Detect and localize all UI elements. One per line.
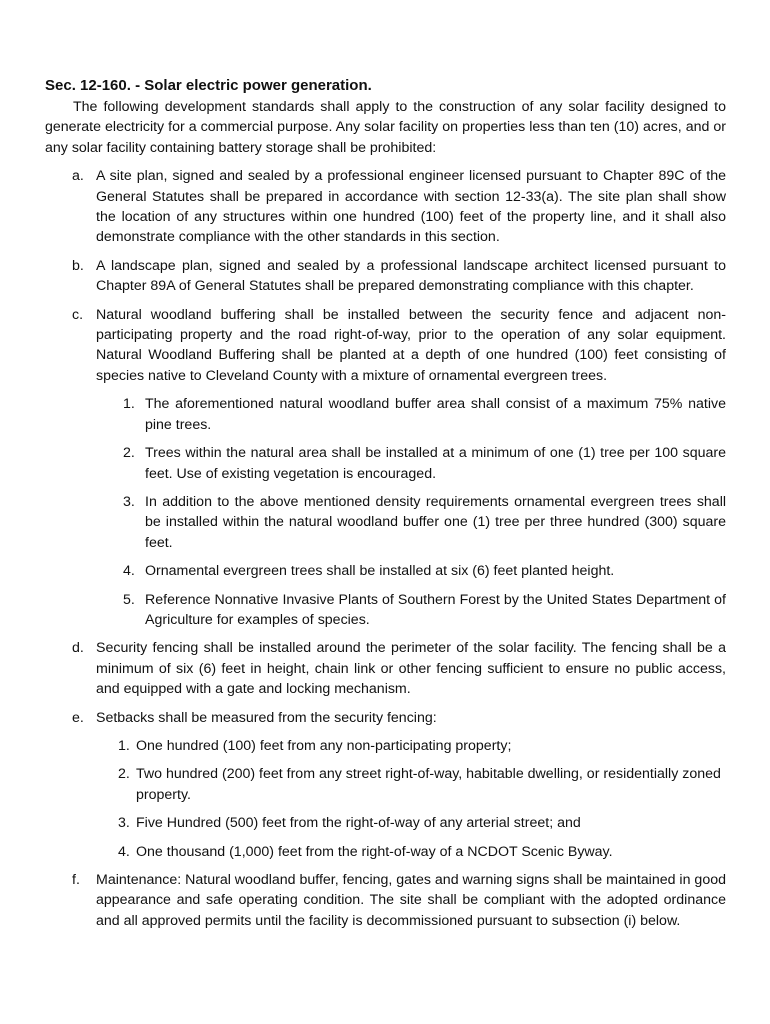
requirements-list	[45, 166, 726, 386]
list-marker: 2.	[123, 445, 135, 462]
list-marker: 1.	[123, 396, 135, 413]
list-marker: d.	[72, 640, 84, 657]
requirements-list-continued	[45, 638, 726, 728]
list-marker: f.	[72, 872, 80, 888]
list-item-text: Ornamental evergreen trees shall be installed at six (6) feet planted height.	[145, 563, 615, 580]
list-item-text: One thousand (1,000) feet from the right-of-way of a NCDOT Scenic Byway.	[136, 843, 613, 860]
list-marker: 3.	[123, 493, 135, 510]
list-item	[45, 813, 726, 833]
list-item	[45, 561, 726, 581]
list-item	[45, 764, 726, 805]
list-item	[45, 590, 726, 631]
requirements-list-final	[45, 870, 726, 931]
list-marker: 1.	[118, 737, 130, 754]
section-intro: The following development standards shall apply to the construction of any solar facility designed to generate electricity for a commercial purpose. Any solar facility on properties less than ten (10) acres, and or any solar facility containing battery storage shall be prohibited:	[45, 99, 726, 156]
list-marker: 4.	[118, 843, 130, 860]
list-item-text: Trees within the natural area shall be installed at a minimum of one (1) tree per 100 square feet. Use of existing vegetation is encouraged.	[145, 445, 726, 482]
list-item-text: The aforementioned natural woodland buffer area shall consist of a maximum 75% native pine trees.	[145, 396, 726, 433]
list-item	[45, 842, 726, 862]
requirement-text: A site plan, signed and sealed by a professional engineer licensed pursuant to Chapter 89C of the General Statutes shall be prepared in accordance with section 12-33(a). The site plan shall show the location of any structures within one hundred (100) feet of the property line, and it shall also demonstrate compliance with the other standards in this section.	[96, 168, 726, 246]
list-item	[45, 394, 726, 435]
list-item	[45, 443, 726, 484]
list-item-text: Reference Nonnative Invasive Plants of Southern Forest by the United States Department of Agriculture for examples of species.	[145, 591, 726, 628]
list-marker: 4.	[123, 563, 135, 580]
list-marker: 3.	[118, 815, 130, 832]
requirement-text: Natural woodland buffering shall be installed between the security fence and adjacent non-participating property and the road right-of-way, prior to the operation of any solar equipment. Natural Woodland Buffering shall be planted at a depth of one hundred (100) feet consisting of species native to Cleveland County with a mixture of ornamental evergreen trees.	[96, 306, 726, 384]
list-marker: 5.	[123, 591, 135, 608]
list-item-text: In addition to the above mentioned density requirements ornamental evergreen trees shall be installed within the natural woodland buffer one (1) tree per three hundred (300) square feet.	[145, 493, 726, 551]
buffer-sublist	[45, 394, 726, 630]
list-item	[45, 492, 726, 553]
section-title: Sec. 12-160. - Solar electric power generation.	[45, 77, 372, 94]
list-marker: 2.	[118, 766, 130, 783]
list-item-text: One hundred (100) feet from any non-participating property;	[136, 737, 512, 754]
setback-sublist	[45, 736, 726, 862]
requirement-text: A landscape plan, signed and sealed by a professional landscape architect licensed pursuant to Chapter 89A of General Statutes shall be prepared demonstrating compliance with this chapter.	[96, 257, 726, 295]
requirement-e	[45, 708, 726, 728]
requirement-text: Maintenance: Natural woodland buffer, fencing, gates and warning signs shall be maintained in good appearance and safe operating condition. The site shall be compliant with the adopted ordinance and all approved permits until the facility is decommissioned pursuant to subsection (i) below.	[96, 872, 726, 929]
list-marker: b.	[72, 257, 84, 274]
list-item	[45, 736, 726, 756]
list-marker: a.	[72, 168, 84, 185]
list-marker: e.	[72, 709, 84, 726]
list-item-text: Five Hundred (500) feet from the right-of-way of any arterial street; and	[136, 815, 581, 832]
requirement-text: Setbacks shall be measured from the security fencing:	[96, 709, 437, 726]
requirement-d	[45, 638, 726, 699]
requirement-b	[45, 256, 726, 297]
list-marker: c.	[72, 306, 84, 323]
list-item-text: Two hundred (200) feet from any street right-of-way, habitable dwelling, or residentially zoned property.	[136, 766, 721, 803]
requirement-text: Security fencing shall be installed around the perimeter of the solar facility. The fencing shall be a minimum of six (6) feet in height, chain link or other fencing sufficient to ensure no public access, and equipped with a gate and locking mechanism.	[96, 640, 726, 698]
requirement-a	[45, 166, 726, 248]
requirement-c	[45, 305, 726, 387]
requirement-f	[45, 870, 726, 931]
